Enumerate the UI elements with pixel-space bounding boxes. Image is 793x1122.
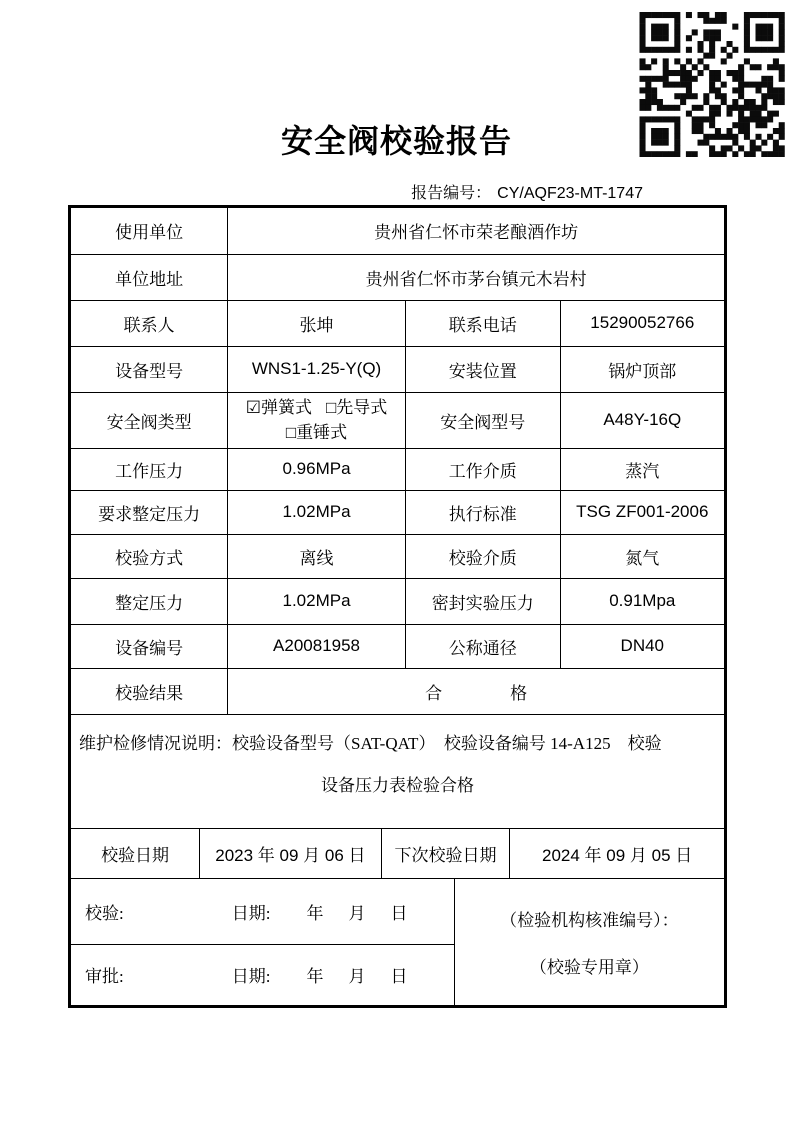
field-value-valve-type — [228, 392, 406, 448]
field-label-required-set-pressure: 要求整定压力 — [71, 490, 228, 534]
field-value-phone: 15290052766 — [560, 300, 724, 346]
field-label-calibration-date: 校验日期 — [71, 829, 200, 878]
calibrator-ymd-blanks: 年 月 日 — [306, 903, 412, 923]
field-label-next-calibration-date: 下次校验日期 — [381, 829, 510, 878]
field-label-equipment-no: 设备编号 — [71, 624, 228, 668]
field-label-contact: 联系人 — [71, 300, 228, 346]
field-label-valve-type: 安全阀类型 — [71, 392, 228, 448]
field-label-install-position: 安装位置 — [405, 346, 560, 392]
field-value-calibration-method: 离线 — [228, 534, 406, 578]
maintenance-note-line2: 设备压力表检验合格 — [321, 775, 474, 795]
approver-date-label: 日期: — [231, 967, 271, 987]
field-label-set-pressure: 整定压力 — [71, 578, 228, 624]
maintenance-note-line1: 维护检修情况说明：校验设备型号（SAT-QAT） 校验设备编号 14-A125 校验 — [79, 733, 662, 753]
dates-table — [71, 829, 724, 878]
signoff-calibrator-row — [71, 879, 454, 944]
calibrator-label: 校验: — [85, 903, 124, 923]
checkbox-weight-option: □重锤式 — [285, 423, 348, 442]
info-table — [71, 208, 724, 828]
field-label-working-medium: 工作介质 — [405, 448, 560, 490]
field-value-required-set-pressure: 1.02MPa — [228, 490, 406, 534]
field-label-calibration-method: 校验方式 — [71, 534, 228, 578]
field-value-standard: TSG ZF001-2006 — [560, 490, 724, 534]
section-divider-2 — [71, 878, 724, 1005]
field-label-valve-model: 安全阀型号 — [405, 392, 560, 448]
calibration-seal-label: （校验专用章） — [529, 958, 649, 977]
field-label-equipment-model: 设备型号 — [71, 346, 228, 392]
field-value-use-unit: 贵州省仁怀市荣老酿酒作坊 — [228, 208, 724, 254]
field-value-install-position: 锅炉顶部 — [560, 346, 724, 392]
checkbox-pilot-option: □先导式 — [326, 398, 388, 417]
report-title: 安全阀校验报告 — [280, 123, 512, 159]
field-label-calibration-medium: 校验介质 — [405, 534, 560, 578]
field-value-seal-test-pressure: 0.91Mpa — [560, 578, 724, 624]
field-value-set-pressure: 1.02MPa — [228, 578, 406, 624]
field-value-contact: 张坤 — [228, 300, 406, 346]
approver-ymd-blanks: 年 月 日 — [306, 967, 412, 987]
org-approval-number-label: （检验机构核准编号）： — [500, 911, 679, 930]
checkbox-spring-option: ☑弹簧式 — [245, 398, 312, 417]
field-value-result: 合 格 — [228, 668, 724, 714]
field-label-unit-address: 单位地址 — [71, 254, 228, 300]
section-divider — [71, 828, 724, 878]
field-value-equipment-model: WNS1-1.25-Y(Q) — [228, 346, 406, 392]
approver-label: 审批: — [85, 967, 124, 987]
field-label-working-pressure: 工作压力 — [71, 448, 228, 490]
field-value-calibration-medium: 氮气 — [560, 534, 724, 578]
field-value-valve-model: A48Y-16Q — [560, 392, 724, 448]
field-value-working-pressure: 0.96MPa — [228, 448, 406, 490]
field-label-use-unit: 使用单位 — [71, 208, 228, 254]
field-value-equipment-no: A20081958 — [228, 624, 406, 668]
field-label-phone: 联系电话 — [405, 300, 560, 346]
field-label-standard: 执行标准 — [405, 490, 560, 534]
org-approval-cell — [454, 879, 724, 1005]
field-value-next-calibration-date: 2024 年 09 月 05 日 — [510, 829, 724, 878]
signoff-table — [71, 879, 724, 1005]
field-label-result: 校验结果 — [71, 668, 228, 714]
field-value-nominal-diameter: DN40 — [560, 624, 724, 668]
signoff-approver-row — [71, 944, 454, 1005]
field-label-seal-test-pressure: 密封实验压力 — [405, 578, 560, 624]
report-number-line — [68, 180, 727, 203]
field-value-unit-address: 贵州省仁怀市茅台镇元木岩村 — [228, 254, 724, 300]
calibrator-date-label: 日期: — [231, 903, 271, 923]
field-label-nominal-diameter: 公称通径 — [405, 624, 560, 668]
report-number-label: 报告编号： — [411, 185, 492, 202]
field-value-working-medium: 蒸汽 — [560, 448, 724, 490]
report-table — [68, 205, 727, 1008]
report-number-value: CY/AQF23-MT-1747 — [497, 185, 643, 202]
field-value-calibration-date: 2023 年 09 月 06 日 — [200, 829, 382, 878]
maintenance-note — [71, 714, 724, 828]
